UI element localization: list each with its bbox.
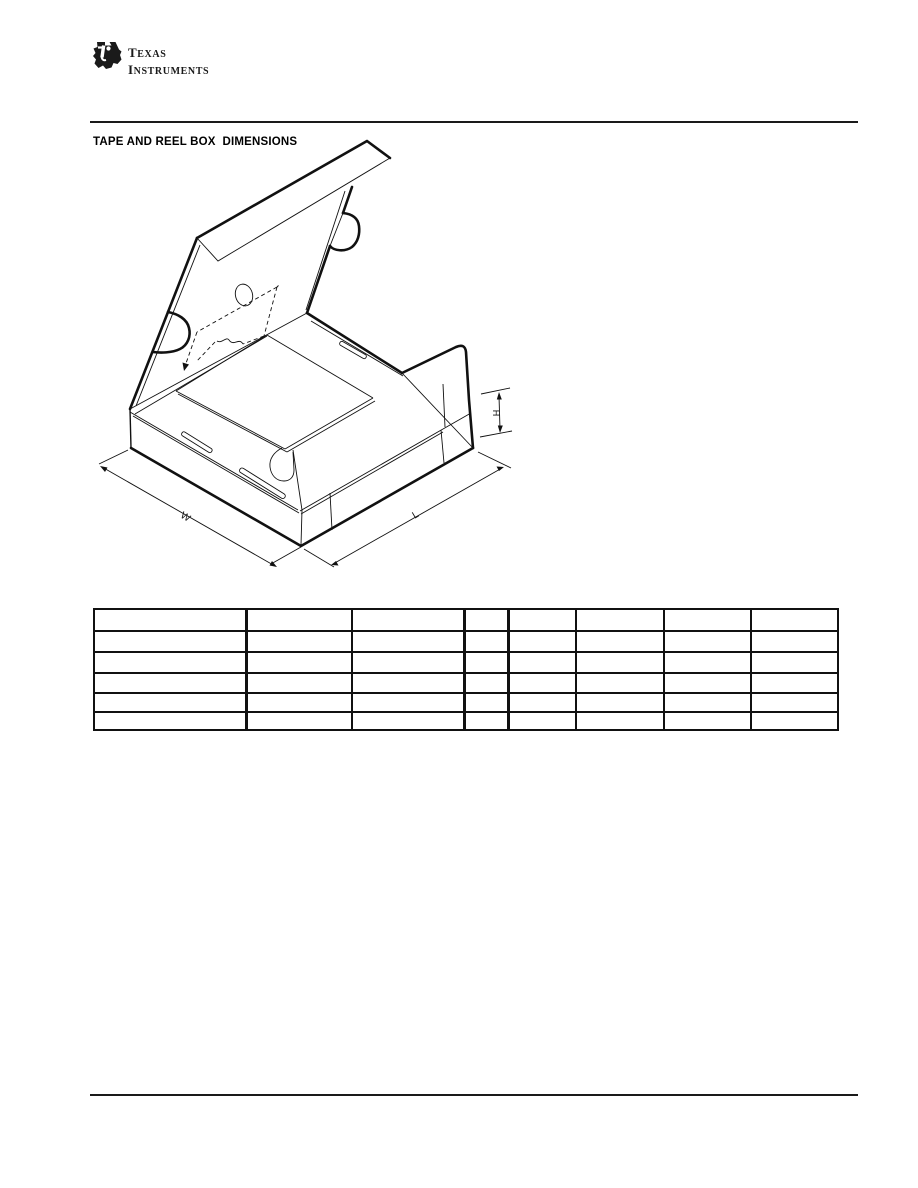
lid-finger-hole <box>233 282 255 308</box>
table-cell <box>352 673 465 693</box>
table-row <box>94 631 838 652</box>
table-cell <box>664 673 751 693</box>
table-cell <box>247 652 353 673</box>
table-cell <box>465 712 509 730</box>
table-cell <box>509 673 577 693</box>
table-cell <box>247 712 353 730</box>
table-cell <box>751 693 838 712</box>
header-rule <box>90 121 858 123</box>
table-cell <box>509 693 577 712</box>
wordmark-texas: TEXAS <box>128 45 167 60</box>
table-cell <box>247 673 353 693</box>
table-row <box>94 712 838 730</box>
table-cell <box>751 631 838 652</box>
table-cell <box>751 652 838 673</box>
table-cell <box>664 631 751 652</box>
table-cell <box>465 673 509 693</box>
tape-reel-box-figure <box>90 130 530 582</box>
table-cell <box>664 652 751 673</box>
height-label: H <box>491 409 501 417</box>
table-cell <box>352 609 465 631</box>
dimension-l <box>304 452 511 567</box>
table-cell <box>94 693 247 712</box>
table-row <box>94 673 838 693</box>
table-cell <box>94 631 247 652</box>
table-cell <box>576 652 664 673</box>
table-cell <box>247 609 353 631</box>
table-cell <box>664 609 751 631</box>
footer-rule <box>90 1094 858 1096</box>
table-cell <box>94 652 247 673</box>
table-cell <box>576 631 664 652</box>
dimension-w <box>99 450 301 567</box>
wordmark-instruments: INSTRUMENTS <box>128 62 210 77</box>
table-row <box>94 652 838 673</box>
table-cell <box>352 652 465 673</box>
lid-right-tab <box>330 213 359 250</box>
figure-title: TAPE AND REEL BOX DIMENSIONS <box>93 136 298 148</box>
table-cell <box>751 673 838 693</box>
ti-bug-icon <box>88 41 122 70</box>
table-cell <box>352 712 465 730</box>
table-cell <box>465 631 509 652</box>
table-cell <box>509 712 577 730</box>
box-inner-floor <box>176 335 375 452</box>
table-cell <box>576 609 664 631</box>
table-cell <box>94 712 247 730</box>
table-cell <box>509 609 577 631</box>
table-cell <box>465 693 509 712</box>
table-cell <box>576 693 664 712</box>
corner-ear-flap <box>270 448 294 481</box>
ti-wordmark <box>128 45 209 78</box>
hand-slots <box>181 341 367 500</box>
table-cell <box>247 631 353 652</box>
table-cell <box>465 652 509 673</box>
table-cell <box>247 693 353 712</box>
table-cell <box>664 712 751 730</box>
ti-logo <box>88 41 209 78</box>
lid-fold-dashed-lines <box>183 286 279 372</box>
table-cell <box>664 693 751 712</box>
table-cell <box>751 712 838 730</box>
table-row <box>94 693 838 712</box>
width-label: W <box>178 510 193 525</box>
table-cell <box>509 652 577 673</box>
dimension-h <box>480 388 512 437</box>
table-cell <box>352 693 465 712</box>
length-label: L <box>410 509 421 522</box>
table-row <box>94 609 838 631</box>
fold-arrowhead <box>183 363 190 372</box>
table-cell <box>509 631 577 652</box>
dimensions-table <box>93 608 839 731</box>
table-cell <box>751 609 838 631</box>
table-cell <box>94 673 247 693</box>
lid-top-flap <box>197 141 390 261</box>
table-cell <box>576 673 664 693</box>
lid-panel <box>130 187 359 414</box>
table-cell <box>576 712 664 730</box>
table-cell <box>465 609 509 631</box>
table-cell <box>352 631 465 652</box>
table-cell <box>94 609 247 631</box>
